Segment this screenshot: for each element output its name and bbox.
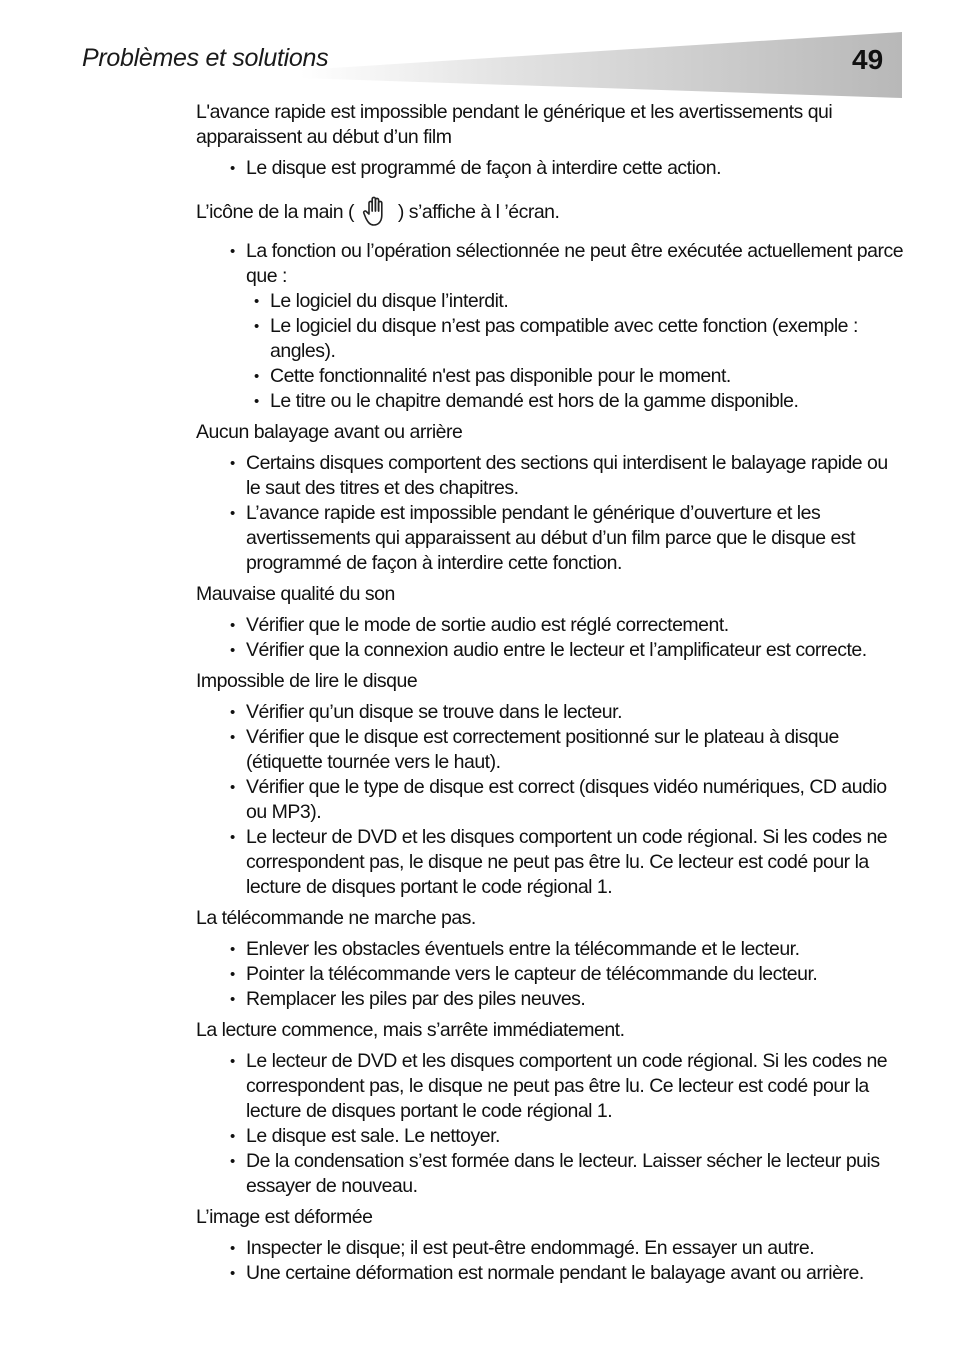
solution-item: • Vérifier que le disque est correctement positionné sur le plateau à disque (étiquette tournée vers le haut). xyxy=(246,725,906,775)
reason-item: • Cette fonctionnalité n'est pas disponible pour le moment. xyxy=(270,364,906,389)
hand-heading-prefix: L’icône de la main ( xyxy=(196,201,355,223)
solution-item: • Vérifier que la connexion audio entre le lecteur et l’amplificateur est correcte. xyxy=(246,638,906,663)
solution-item: • Enlever les obstacles éventuels entre la télécommande et le lecteur. xyxy=(246,937,906,962)
problem-heading-hand xyxy=(196,195,906,227)
page-header xyxy=(0,0,954,110)
reason-list xyxy=(246,289,906,414)
problem-heading: Aucun balayage avant ou arrière xyxy=(196,421,463,443)
solution-item: • Le lecteur de DVD et les disques comportent un code régional. Si les codes ne correspondent pas, le disque ne peut pas être lu. Ce lecteur est codé pour la lecture de disques portant le code régional 1. xyxy=(246,825,906,900)
solution-item: • Une certaine déformation est normale pendant le balayage avant ou arrière. xyxy=(246,1261,906,1286)
solution-list xyxy=(196,1236,906,1286)
solution-item: • Inspecter le disque; il est peut-être endommagé. En essayer un autre. xyxy=(246,1236,906,1261)
solution-list xyxy=(196,239,906,414)
solution-list xyxy=(196,156,906,181)
solution-list xyxy=(196,937,906,1012)
problem-heading: Mauvaise qualité du son xyxy=(196,583,395,605)
solution-item: • Le disque est programmé de façon à interdire cette action. xyxy=(246,156,906,181)
solution-item: • Le disque est sale. Le nettoyer. xyxy=(246,1124,906,1149)
solution-list xyxy=(196,613,906,663)
reason-item: • Le logiciel du disque l’interdit. xyxy=(270,289,906,314)
solution-item xyxy=(246,239,906,414)
hand-heading-suffix: ) s’affiche à l ’écran. xyxy=(397,201,560,223)
solution-list xyxy=(196,700,906,900)
troubleshooting-content xyxy=(196,100,906,1292)
solution-text: La fonction ou l’opération sélectionnée ne peut être exécutée actuellement parce que : xyxy=(246,240,904,287)
reason-item: • Le logiciel du disque n’est pas compatible avec cette fonction (exemple : angles). xyxy=(270,314,906,364)
solution-item: • Vérifier que le mode de sortie audio est réglé correctement. xyxy=(246,613,906,638)
solution-item: • Certains disques comportent des sections qui interdisent le balayage rapide ou le saut des titres et des chapitres. xyxy=(246,451,906,501)
solution-item: • Vérifier qu’un disque se trouve dans le lecteur. xyxy=(246,700,906,725)
section-title: Problèmes et solutions xyxy=(82,44,329,72)
solution-item: • Pointer la télécommande vers le capteur de télécommande du lecteur. xyxy=(246,962,906,987)
problem-heading: L’image est déformée xyxy=(196,1206,373,1228)
problem-heading: La télécommande ne marche pas. xyxy=(196,907,476,929)
solution-item: • L’avance rapide est impossible pendant le générique d’ouverture et les avertissements qui apparaissent au début d’un film parce que le disque est programmé de façon à interdire cette fonction. xyxy=(246,501,906,576)
solution-item: • Le lecteur de DVD et les disques comportent un code régional. Si les codes ne correspondent pas, le disque ne peut pas être lu. Ce lecteur est codé pour la lecture de disques portant le code régional 1. xyxy=(246,1049,906,1124)
problem-heading: Impossible de lire le disque xyxy=(196,670,418,692)
solution-item: • Remplacer les piles par des piles neuves. xyxy=(246,987,906,1012)
solution-list xyxy=(196,451,906,576)
solution-list xyxy=(196,1049,906,1199)
hand-icon xyxy=(361,195,391,227)
problem-heading: La lecture commence, mais s’arrête immédiatement. xyxy=(196,1019,625,1041)
reason-item: • Le titre ou le chapitre demandé est hors de la gamme disponible. xyxy=(270,389,906,414)
problem-heading: L'avance rapide est impossible pendant le générique et les avertissements qui apparaissent au début d’un film xyxy=(196,101,833,148)
solution-item: • De la condensation s’est formée dans le lecteur. Laisser sécher le lecteur puis essayer de nouveau. xyxy=(246,1149,906,1199)
solution-item: • Vérifier que le type de disque est correct (disques vidéo numériques, CD audio ou MP3). xyxy=(246,775,906,825)
page-number: 49 xyxy=(852,44,884,75)
